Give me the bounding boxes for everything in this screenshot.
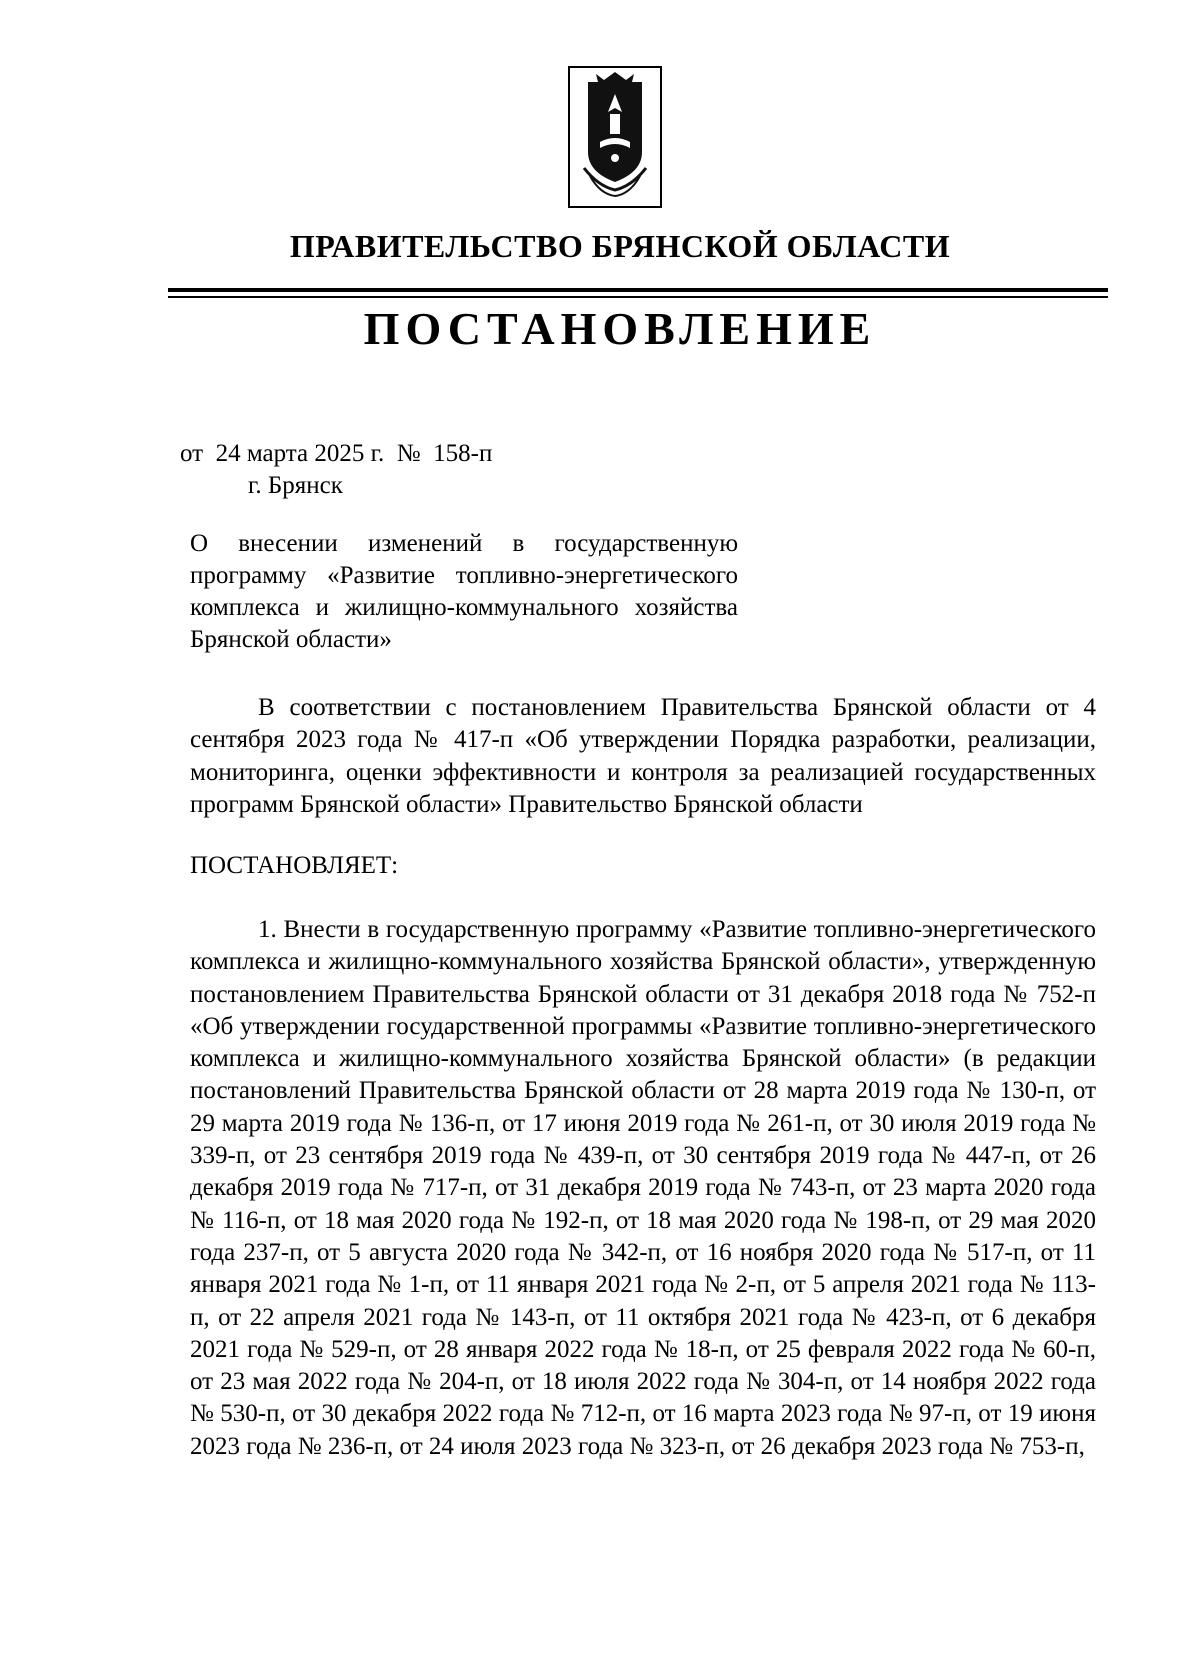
- item-1-paragraph: [190, 914, 1096, 1463]
- decree-word: ПОСТАНОВЛЯЕТ:: [190, 852, 399, 879]
- item-1-text: 1. Внести в государственную программу «Развитие топливно-энергетического комплекса и жилищно-коммунального хозяйства Брянской области», утвержденную постановлением Правительства Брянской области от 31 декабря 2018 года № 752-п «Об утверждении государственной программы «Развитие топливно-энергетического комплекса и жилищно-коммунального хозяйства Брянской области» (в редакции постановлений Правительства Брянской области от 28 марта 2019 года № 130-п, от 29 марта 2019 года № 136-п, от 17 июня 2019 года № 261-п, от 30 июля 2019 года № 339-п, от 23 сентября 2019 года № 439-п, от 30 сентября 2019 года № 447-п, от 26 декабря 2019 года № 717-п, от 31 декабря 2019 года № 743-п, от 23 марта 2020 года № 116-п, от 18 мая 2020 года № 192-п, от 18 мая 2020 года № 198-п, от 29 мая 2020 года 237-п, от 5 августа 2020 года № 342-п, от 16 ноября 2020 года № 517-п, от 11 января 2021 года № 1-п, от 11 января 2021 года № 2-п, от 5 апреля 2021 года № 113-п, от 22 апреля 2021 года № 143-п, от 11 октября 2021 года № 423-п, от 6 декабря 2021 года № 529-п, от 28 января 2022 года № 18-п, от 25 февраля 2022 года № 60-п, от 23 мая 2022 года № 204-п, от 18 июля 2022 года № 304-п, от 14 ноября 2022 года № 530-п, от 30 декабря 2022 года № 712-п, от 16 марта 2023 года № 97-п, от 19 июня 2023 года № 236-п, от 24 июля 2023 года № 323-п, от 26 декабря 2023 года № 753-п,: [190, 916, 1096, 1460]
- document-subject: О внесении изменений в государственную программу «Развитие топливно-энергетического комплекса и жилищно-коммунального хозяйства Брянской области»: [190, 530, 738, 653]
- header-rule-thick: [168, 288, 1108, 292]
- government-title: ПРАВИТЕЛЬСТВО БРЯНСКОЙ ОБЛАСТИ: [289, 228, 951, 264]
- date-number-line: от 24 марта 2025 г. № 158-п: [180, 440, 493, 467]
- document-type-title: ПОСТАНОВЛЕНИЕ: [363, 303, 877, 354]
- city-line: г. Брянск: [248, 472, 343, 499]
- coat-of-arms-icon: [568, 66, 662, 208]
- header-rule-thin: [168, 296, 1108, 298]
- preamble-paragraph: В соответствии с постановлением Правительства Брянской области от 4 сентября 2023 года № 417-п «Об утверждении Порядка разработки, реализации, мониторинга, оценки эффективности и контроля за реализацией государственных программ Брянской области» Правительство Брянской области: [190, 694, 1096, 818]
